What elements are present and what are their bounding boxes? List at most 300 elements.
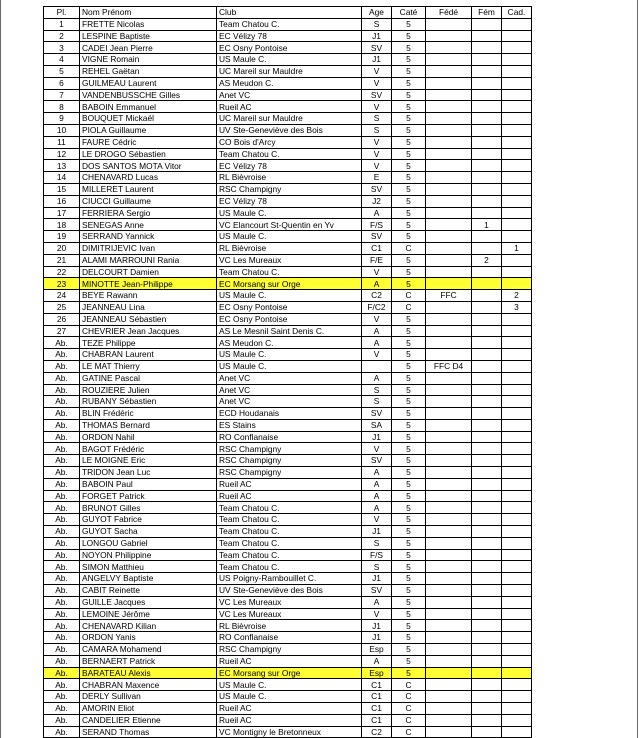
cell-cadet <box>502 703 532 715</box>
cell-female <box>472 325 502 337</box>
cell-female <box>472 644 502 656</box>
cell-club: US Poigny-Rambouillet C. <box>217 573 362 585</box>
cell-age: SA <box>362 419 392 431</box>
cell-female <box>472 585 502 597</box>
cell-name: DOS SANTOS MOTA Vitor <box>80 160 217 172</box>
cell-category: 5 <box>392 478 426 490</box>
cell-age: C2 <box>362 726 392 738</box>
table-row <box>44 443 532 455</box>
cell-age: V <box>362 65 392 77</box>
cell-age: S <box>362 537 392 549</box>
cell-age: A <box>362 278 392 290</box>
cell-place: Ab. <box>44 632 80 644</box>
table-body <box>44 18 532 738</box>
cell-federation <box>426 172 472 184</box>
cell-place: 11 <box>44 136 80 148</box>
cell-cadet <box>502 278 532 290</box>
cell-cadet <box>502 254 532 266</box>
cell-category: 5 <box>392 30 426 42</box>
cell-federation <box>426 195 472 207</box>
cell-age: J1 <box>362 30 392 42</box>
cell-female <box>472 384 502 396</box>
cell-name: GUILMEAU Laurent <box>80 77 217 89</box>
cell-female <box>472 101 502 113</box>
cell-age: A <box>362 502 392 514</box>
cell-place: Ab. <box>44 549 80 561</box>
cell-age: S <box>362 113 392 125</box>
cell-category: 5 <box>392 443 426 455</box>
cell-female <box>472 726 502 738</box>
cell-club: US Maule C. <box>217 54 362 66</box>
cell-place: 7 <box>44 89 80 101</box>
cell-federation <box>426 301 472 313</box>
cell-cadet <box>502 502 532 514</box>
cell-federation <box>426 54 472 66</box>
cell-category: 5 <box>392 42 426 54</box>
cell-age: SV <box>362 585 392 597</box>
header-female: Fém <box>472 7 502 19</box>
cell-name: ROUZIERE Julien <box>80 384 217 396</box>
cell-female <box>472 113 502 125</box>
cell-cadet <box>502 526 532 538</box>
results-table <box>43 6 532 738</box>
table-row <box>44 136 532 148</box>
cell-name: GUYOT Sacha <box>80 526 217 538</box>
cell-place: Ab. <box>44 667 80 679</box>
cell-cadet <box>502 124 532 136</box>
cell-female <box>472 490 502 502</box>
cell-cadet <box>502 596 532 608</box>
table-row <box>44 30 532 42</box>
cell-name: SERRAND Yannick <box>80 231 217 243</box>
cell-female <box>472 77 502 89</box>
cell-federation <box>426 620 472 632</box>
cell-age: S <box>362 396 392 408</box>
cell-age: V <box>362 160 392 172</box>
cell-name: BARATEAU Alexis <box>80 667 217 679</box>
cell-age: J1 <box>362 431 392 443</box>
cell-age: V <box>362 349 392 361</box>
cell-female <box>472 89 502 101</box>
cell-cadet <box>502 372 532 384</box>
table-row <box>44 714 532 726</box>
table-row <box>44 148 532 160</box>
cell-age: F/E <box>362 254 392 266</box>
cell-place: Ab. <box>44 467 80 479</box>
cell-federation <box>426 573 472 585</box>
cell-federation <box>426 608 472 620</box>
cell-category: 5 <box>392 254 426 266</box>
cell-name: BLIN Frédéric <box>80 408 217 420</box>
cell-federation <box>426 349 472 361</box>
cell-federation: FFC D4 <box>426 360 472 372</box>
cell-female <box>472 431 502 443</box>
table-row <box>44 537 532 549</box>
cell-cadet: 2 <box>502 290 532 302</box>
cell-female <box>472 478 502 490</box>
cell-category: 5 <box>392 101 426 113</box>
cell-federation <box>426 431 472 443</box>
cell-age: V <box>362 514 392 526</box>
cell-female <box>472 455 502 467</box>
cell-age: C1 <box>362 679 392 691</box>
cell-federation <box>426 231 472 243</box>
cell-age: S <box>362 561 392 573</box>
cell-club: RL Bièvroise <box>217 172 362 184</box>
cell-place: Ab. <box>44 431 80 443</box>
cell-name: CHENAVARD Kilian <box>80 620 217 632</box>
cell-club: US Maule C. <box>217 691 362 703</box>
cell-age: C1 <box>362 703 392 715</box>
cell-female <box>472 360 502 372</box>
cell-club: US Maule C. <box>217 231 362 243</box>
cell-place: Ab. <box>44 679 80 691</box>
cell-place: Ab. <box>44 655 80 667</box>
cell-place: Ab. <box>44 608 80 620</box>
table-row <box>44 278 532 290</box>
cell-cadet <box>502 337 532 349</box>
table-row <box>44 18 532 30</box>
cell-female <box>472 596 502 608</box>
cell-name: LEMOINE Jérôme <box>80 608 217 620</box>
cell-category: 5 <box>392 502 426 514</box>
cell-club: CO Bois d'Arcy <box>217 136 362 148</box>
cell-place: Ab. <box>44 372 80 384</box>
cell-female <box>472 714 502 726</box>
cell-age: J1 <box>362 526 392 538</box>
cell-name: VANDENBUSSCHE Gilles <box>80 89 217 101</box>
cell-name: CIUCCI Guillaume <box>80 195 217 207</box>
cell-category: 5 <box>392 160 426 172</box>
cell-category: 5 <box>392 172 426 184</box>
cell-name: BERNAERT Patrick <box>80 655 217 667</box>
cell-cadet <box>502 148 532 160</box>
cell-cadet <box>502 160 532 172</box>
cell-place: 5 <box>44 65 80 77</box>
cell-cadet <box>502 360 532 372</box>
cell-name: FRETTE Nicolas <box>80 18 217 30</box>
cell-name: GUILLE Jacques <box>80 596 217 608</box>
cell-age: SV <box>362 183 392 195</box>
table-row <box>44 667 532 679</box>
cell-female <box>472 30 502 42</box>
cell-age: C2 <box>362 290 392 302</box>
table-row <box>44 561 532 573</box>
cell-place: 18 <box>44 219 80 231</box>
cell-club: UV Ste-Geneviève des Bois <box>217 585 362 597</box>
cell-cadet <box>502 585 532 597</box>
table-row <box>44 691 532 703</box>
cell-category: 5 <box>392 667 426 679</box>
cell-category: 5 <box>392 561 426 573</box>
cell-federation <box>426 644 472 656</box>
cell-federation <box>426 325 472 337</box>
cell-club: Team Chatou C. <box>217 537 362 549</box>
cell-female <box>472 148 502 160</box>
cell-federation <box>426 478 472 490</box>
cell-federation <box>426 136 472 148</box>
cell-place: 2 <box>44 30 80 42</box>
table-row <box>44 455 532 467</box>
cell-female <box>472 172 502 184</box>
cell-cadet <box>502 620 532 632</box>
cell-place: Ab. <box>44 714 80 726</box>
cell-female <box>472 207 502 219</box>
cell-name: AMORIN Eliot <box>80 703 217 715</box>
cell-name: LE MAT Thierry <box>80 360 217 372</box>
cell-place: Ab. <box>44 703 80 715</box>
cell-category: 5 <box>392 549 426 561</box>
table-row <box>44 644 532 656</box>
cell-club: RL Bièvroise <box>217 242 362 254</box>
cell-name: VIGNE Romain <box>80 54 217 66</box>
cell-category: 5 <box>392 655 426 667</box>
table-row <box>44 467 532 479</box>
cell-federation <box>426 632 472 644</box>
cell-cadet <box>502 443 532 455</box>
table-row <box>44 384 532 396</box>
cell-club: Rueil AC <box>217 101 362 113</box>
table-row <box>44 514 532 526</box>
cell-club: UV Ste-Geneviève des Bois <box>217 124 362 136</box>
cell-category: 5 <box>392 231 426 243</box>
cell-club: VC Elancourt St-Quentin en Yv <box>217 219 362 231</box>
cell-female <box>472 278 502 290</box>
cell-cadet <box>502 608 532 620</box>
cell-age: Esp <box>362 644 392 656</box>
cell-age: S <box>362 384 392 396</box>
cell-federation <box>426 526 472 538</box>
cell-name: TRIDON Jean Luc <box>80 467 217 479</box>
cell-federation <box>426 408 472 420</box>
cell-cadet <box>502 408 532 420</box>
cell-cadet <box>502 632 532 644</box>
cell-club: US Maule C. <box>217 207 362 219</box>
cell-place: Ab. <box>44 573 80 585</box>
cell-cadet <box>502 679 532 691</box>
cell-female <box>472 136 502 148</box>
cell-club: Team Chatou C. <box>217 526 362 538</box>
cell-category: 5 <box>392 573 426 585</box>
cell-category: 5 <box>392 419 426 431</box>
cell-name: LONGOU Gabriel <box>80 537 217 549</box>
cell-category: 5 <box>392 455 426 467</box>
table-row <box>44 113 532 125</box>
cell-age: V <box>362 313 392 325</box>
cell-name: BABOIN Emmanuel <box>80 101 217 113</box>
cell-age: J2 <box>362 195 392 207</box>
cell-category: 5 <box>392 620 426 632</box>
cell-category: 5 <box>392 585 426 597</box>
cell-cadet <box>502 691 532 703</box>
cell-club: Anet VC <box>217 396 362 408</box>
cell-female <box>472 290 502 302</box>
cell-place: Ab. <box>44 337 80 349</box>
table-row <box>44 396 532 408</box>
cell-name: CANDELIER Etienne <box>80 714 217 726</box>
cell-age: SV <box>362 231 392 243</box>
cell-category: 5 <box>392 632 426 644</box>
cell-category: 5 <box>392 349 426 361</box>
cell-club: Rueil AC <box>217 490 362 502</box>
cell-name: CHABRAN Laurent <box>80 349 217 361</box>
cell-category: C <box>392 714 426 726</box>
table-row <box>44 585 532 597</box>
cell-cadet <box>502 714 532 726</box>
cell-place: 9 <box>44 113 80 125</box>
cell-category: C <box>392 290 426 302</box>
cell-category: 5 <box>392 372 426 384</box>
cell-age: S <box>362 18 392 30</box>
table-row <box>44 372 532 384</box>
cell-place: Ab. <box>44 514 80 526</box>
cell-female <box>472 183 502 195</box>
cell-age: SV <box>362 455 392 467</box>
cell-place: Ab. <box>44 349 80 361</box>
table-row <box>44 207 532 219</box>
cell-cadet <box>502 42 532 54</box>
cell-club: ES Stains <box>217 419 362 431</box>
cell-age: V <box>362 443 392 455</box>
table-row <box>44 65 532 77</box>
cell-female <box>472 467 502 479</box>
cell-name: LE MOIGNE Eric <box>80 455 217 467</box>
table-row <box>44 360 532 372</box>
cell-category: 5 <box>392 526 426 538</box>
table-row <box>44 408 532 420</box>
cell-age: V <box>362 77 392 89</box>
table-row <box>44 608 532 620</box>
cell-cadet: 3 <box>502 301 532 313</box>
cell-federation <box>426 384 472 396</box>
cell-cadet <box>502 349 532 361</box>
cell-place: Ab. <box>44 691 80 703</box>
cell-club: EC Morsang sur Orge <box>217 278 362 290</box>
cell-female <box>472 301 502 313</box>
cell-place: 20 <box>44 242 80 254</box>
table-row <box>44 172 532 184</box>
cell-place: Ab. <box>44 585 80 597</box>
cell-federation: FFC <box>426 290 472 302</box>
cell-federation <box>426 655 472 667</box>
cell-category: 5 <box>392 325 426 337</box>
cell-place: Ab. <box>44 360 80 372</box>
cell-place: 23 <box>44 278 80 290</box>
cell-female <box>472 266 502 278</box>
cell-name: MINOTTE Jean-Philippe <box>80 278 217 290</box>
cell-name: CABIT Reinette <box>80 585 217 597</box>
table-header-row <box>44 7 532 19</box>
table-row <box>44 632 532 644</box>
cell-club: Anet VC <box>217 384 362 396</box>
cell-age: S <box>362 124 392 136</box>
cell-federation <box>426 89 472 101</box>
header-name: Nom Prénom <box>80 7 217 19</box>
cell-federation <box>426 266 472 278</box>
cell-club: VC Montigny le Bretonneux <box>217 726 362 738</box>
table-row <box>44 54 532 66</box>
cell-name: BABOIN Paul <box>80 478 217 490</box>
table-row <box>44 290 532 302</box>
header-place: Pl. <box>44 7 80 19</box>
cell-club: Team Chatou C. <box>217 514 362 526</box>
cell-female <box>472 703 502 715</box>
table-row <box>44 573 532 585</box>
cell-club: US Maule C. <box>217 360 362 372</box>
cell-category: 5 <box>392 431 426 443</box>
cell-name: CAMARA Mohamend <box>80 644 217 656</box>
cell-place: Ab. <box>44 596 80 608</box>
cell-federation <box>426 549 472 561</box>
cell-name: FERRIERA Sergio <box>80 207 217 219</box>
header-age: Age <box>362 7 392 19</box>
cell-place: 12 <box>44 148 80 160</box>
table-row <box>44 349 532 361</box>
cell-category: 5 <box>392 219 426 231</box>
cell-age: C1 <box>362 714 392 726</box>
cell-cadet <box>502 54 532 66</box>
cell-club: EC Osny Pontoise <box>217 301 362 313</box>
cell-age: J1 <box>362 54 392 66</box>
cell-federation <box>426 42 472 54</box>
cell-cadet <box>502 136 532 148</box>
cell-category: 5 <box>392 337 426 349</box>
cell-category: 5 <box>392 384 426 396</box>
table-row <box>44 502 532 514</box>
cell-age: A <box>362 337 392 349</box>
cell-age: V <box>362 136 392 148</box>
cell-name: CHEVRIER Jean Jacques <box>80 325 217 337</box>
cell-name: DELCOURT Damien <box>80 266 217 278</box>
cell-place: 22 <box>44 266 80 278</box>
cell-place: Ab. <box>44 620 80 632</box>
cell-category: C <box>392 301 426 313</box>
cell-female <box>472 443 502 455</box>
cell-cadet <box>502 419 532 431</box>
cell-club: EC Osny Pontoise <box>217 313 362 325</box>
cell-federation <box>426 148 472 160</box>
cell-category: 5 <box>392 207 426 219</box>
cell-female <box>472 561 502 573</box>
cell-female <box>472 160 502 172</box>
cell-name: CADEI Jean Pierre <box>80 42 217 54</box>
cell-club: RSC Champigny <box>217 644 362 656</box>
cell-federation <box>426 242 472 254</box>
cell-place: 15 <box>44 183 80 195</box>
cell-category: 5 <box>392 537 426 549</box>
cell-age: V <box>362 608 392 620</box>
cell-cadet <box>502 549 532 561</box>
cell-name: JEANNEAU Lina <box>80 301 217 313</box>
cell-place: 13 <box>44 160 80 172</box>
cell-name: LE DROGO Sébastien <box>80 148 217 160</box>
cell-category: C <box>392 679 426 691</box>
cell-club: EC Vélizy 78 <box>217 195 362 207</box>
cell-category: 5 <box>392 18 426 30</box>
cell-club: Team Chatou C. <box>217 266 362 278</box>
cell-club: RSC Champigny <box>217 455 362 467</box>
table-row <box>44 703 532 715</box>
cell-place: Ab. <box>44 408 80 420</box>
table-row <box>44 679 532 691</box>
cell-age: C1 <box>362 691 392 703</box>
cell-federation <box>426 183 472 195</box>
header-federation: Fédé <box>426 7 472 19</box>
cell-federation <box>426 372 472 384</box>
cell-category: 5 <box>392 195 426 207</box>
cell-cadet <box>502 89 532 101</box>
cell-cadet <box>502 195 532 207</box>
